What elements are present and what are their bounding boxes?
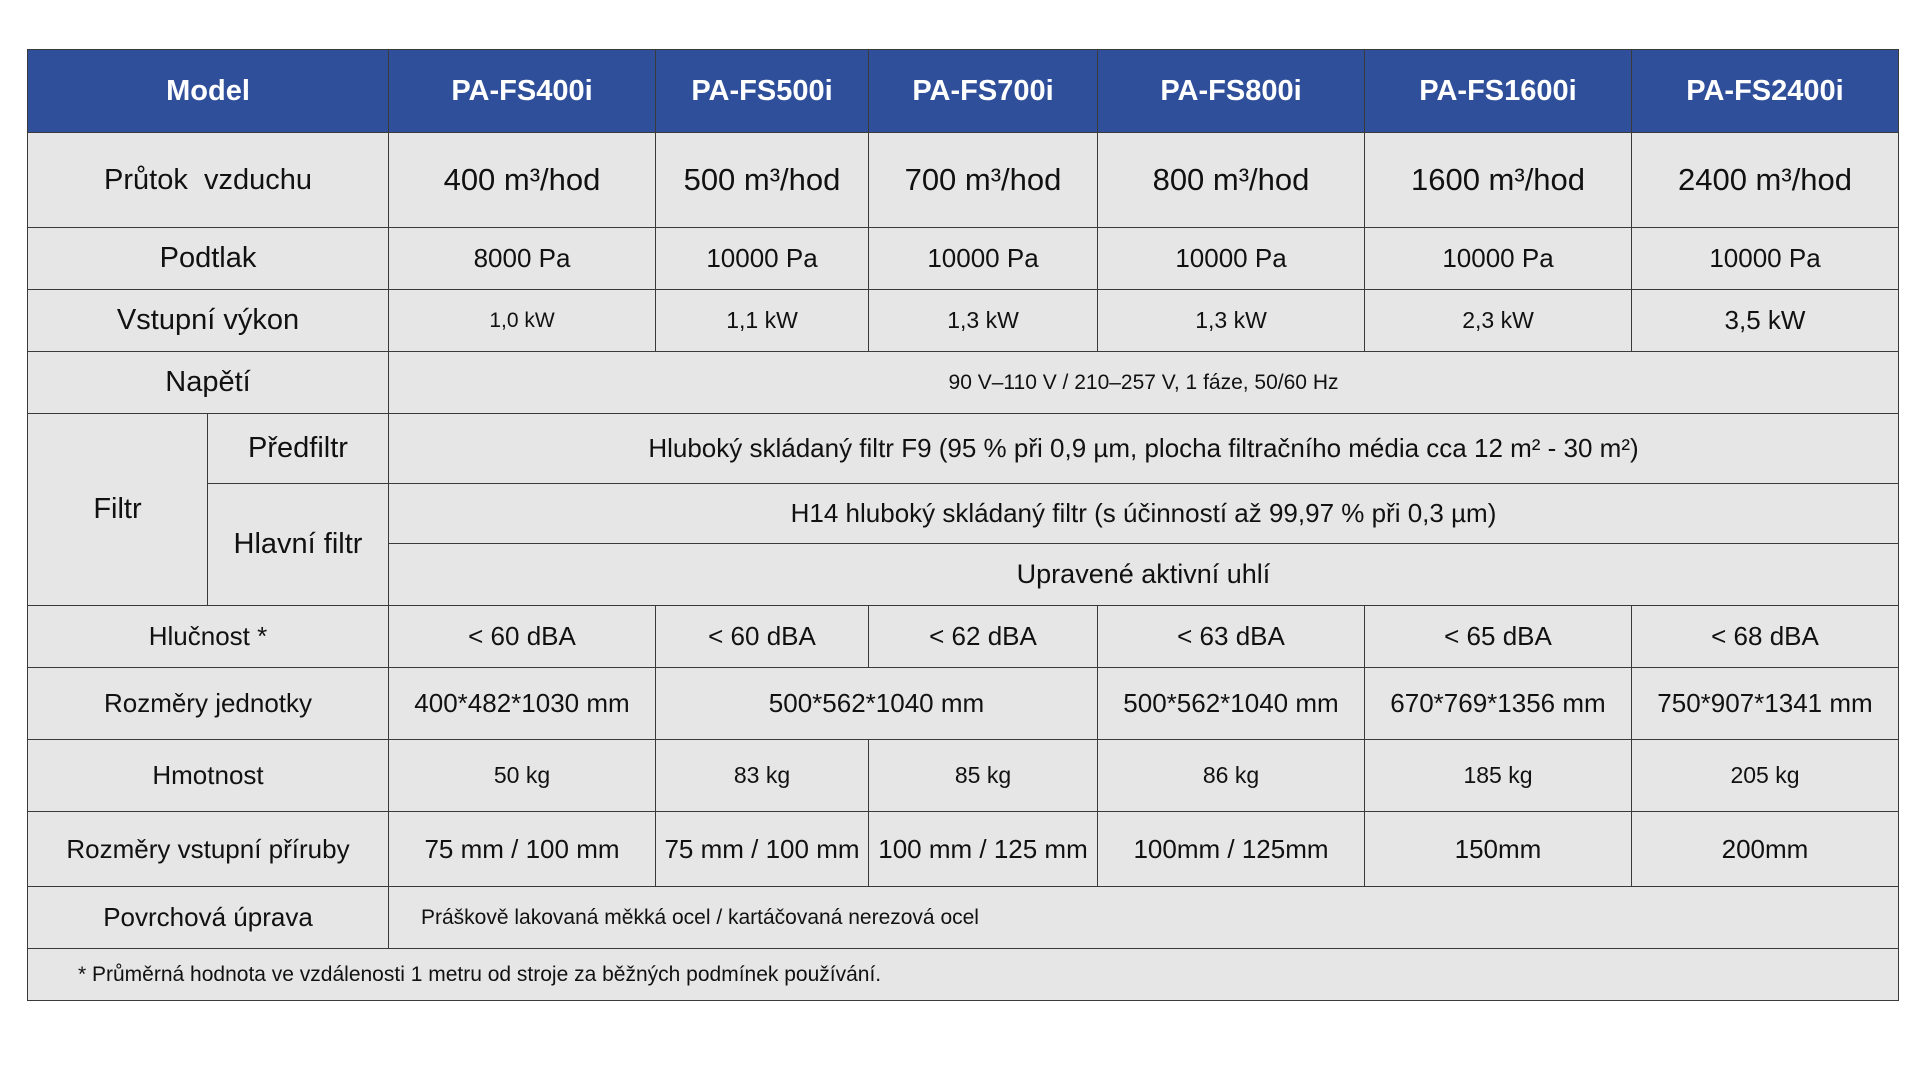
model-label: Model	[28, 50, 389, 133]
main-filter-value: H14 hluboký skládaný filtr (s účinností až 99,97 % při 0,3 µm)	[389, 484, 1899, 544]
power-value: 1,3 kW	[1098, 290, 1365, 352]
voltage-label: Napětí	[28, 352, 389, 414]
flange-label: Rozměry vstupní příruby	[28, 812, 389, 887]
airflow-value: 1600 m³/hod	[1365, 133, 1632, 228]
airflow-value: 800 m³/hod	[1098, 133, 1365, 228]
power-value: 1,0 kW	[389, 290, 656, 352]
flange-value: 150mm	[1365, 812, 1632, 887]
weight-value: 50 kg	[389, 740, 656, 812]
weight-value: 86 kg	[1098, 740, 1365, 812]
airflow-label: Průtok vzduchu	[28, 133, 389, 228]
airflow-value: 500 m³/hod	[656, 133, 869, 228]
main-filter-label: Hlavní filtr	[208, 484, 389, 606]
weight-row	[28, 740, 1899, 812]
model-header-1: PA-FS400i	[389, 50, 656, 133]
dimensions-value: 500*562*1040 mm	[1098, 668, 1365, 740]
prefilter-label: Předfiltr	[208, 414, 389, 484]
flange-value: 75 mm / 100 mm	[389, 812, 656, 887]
power-value: 1,3 kW	[869, 290, 1098, 352]
noise-value: < 62 dBA	[869, 606, 1098, 668]
noise-row	[28, 606, 1899, 668]
dimensions-value: 670*769*1356 mm	[1365, 668, 1632, 740]
weight-value: 83 kg	[656, 740, 869, 812]
weight-label: Hmotnost	[28, 740, 389, 812]
vacuum-value: 10000 Pa	[1365, 228, 1632, 290]
main-filter-row	[28, 484, 1899, 544]
flange-row	[28, 812, 1899, 887]
vacuum-row	[28, 228, 1899, 290]
power-value: 3,5 kW	[1632, 290, 1899, 352]
dimensions-value: 750*907*1341 mm	[1632, 668, 1899, 740]
surface-row	[28, 887, 1899, 949]
noise-value: < 60 dBA	[389, 606, 656, 668]
weight-value: 85 kg	[869, 740, 1098, 812]
noise-value: < 60 dBA	[656, 606, 869, 668]
surface-label: Povrchová úprava	[28, 887, 389, 949]
model-header-3: PA-FS700i	[869, 50, 1098, 133]
model-header-5: PA-FS1600i	[1365, 50, 1632, 133]
surface-value: Práškově lakovaná měkká ocel / kartáčovaná nerezová ocel	[389, 887, 1899, 949]
airflow-value: 700 m³/hod	[869, 133, 1098, 228]
airflow-value: 2400 m³/hod	[1632, 133, 1899, 228]
vacuum-value: 10000 Pa	[869, 228, 1098, 290]
vacuum-value: 10000 Pa	[1098, 228, 1365, 290]
flange-value: 100 mm / 125 mm	[869, 812, 1098, 887]
spec-table	[27, 49, 1899, 1001]
dimensions-value: 500*562*1040 mm	[656, 668, 1098, 740]
flange-value: 200mm	[1632, 812, 1899, 887]
prefilter-row	[28, 414, 1899, 484]
voltage-value: 90 V–110 V / 210–257 V, 1 fáze, 50/60 Hz	[389, 352, 1899, 414]
power-value: 1,1 kW	[656, 290, 869, 352]
noise-value: < 68 dBA	[1632, 606, 1899, 668]
footnote-row	[28, 949, 1899, 1001]
flange-value: 75 mm / 100 mm	[656, 812, 869, 887]
power-row	[28, 290, 1899, 352]
noise-value: < 63 dBA	[1098, 606, 1365, 668]
flange-value: 100mm / 125mm	[1098, 812, 1365, 887]
model-header-2: PA-FS500i	[656, 50, 869, 133]
airflow-row	[28, 133, 1899, 228]
weight-value: 205 kg	[1632, 740, 1899, 812]
prefilter-value: Hluboký skládaný filtr F9 (95 % při 0,9 µm, plocha filtračního média cca 12 m² - 30 m²)	[389, 414, 1899, 484]
power-label: Vstupní výkon	[28, 290, 389, 352]
header-row	[28, 50, 1899, 133]
airflow-value: 400 m³/hod	[389, 133, 656, 228]
dimensions-row	[28, 668, 1899, 740]
vacuum-label: Podtlak	[28, 228, 389, 290]
vacuum-value: 10000 Pa	[656, 228, 869, 290]
vacuum-value: 8000 Pa	[389, 228, 656, 290]
noise-value: < 65 dBA	[1365, 606, 1632, 668]
filter-label: Filtr	[28, 414, 208, 606]
voltage-row	[28, 352, 1899, 414]
model-header-4: PA-FS800i	[1098, 50, 1365, 133]
weight-value: 185 kg	[1365, 740, 1632, 812]
carbon-filter-value: Upravené aktivní uhlí	[389, 544, 1899, 606]
power-value: 2,3 kW	[1365, 290, 1632, 352]
footnote: * Průměrná hodnota ve vzdálenosti 1 metru od stroje za běžných podmínek používání.	[28, 949, 1899, 1001]
dimensions-value: 400*482*1030 mm	[389, 668, 656, 740]
vacuum-value: 10000 Pa	[1632, 228, 1899, 290]
model-header-6: PA-FS2400i	[1632, 50, 1899, 133]
noise-label: Hlučnost *	[28, 606, 389, 668]
dimensions-label: Rozměry jednotky	[28, 668, 389, 740]
